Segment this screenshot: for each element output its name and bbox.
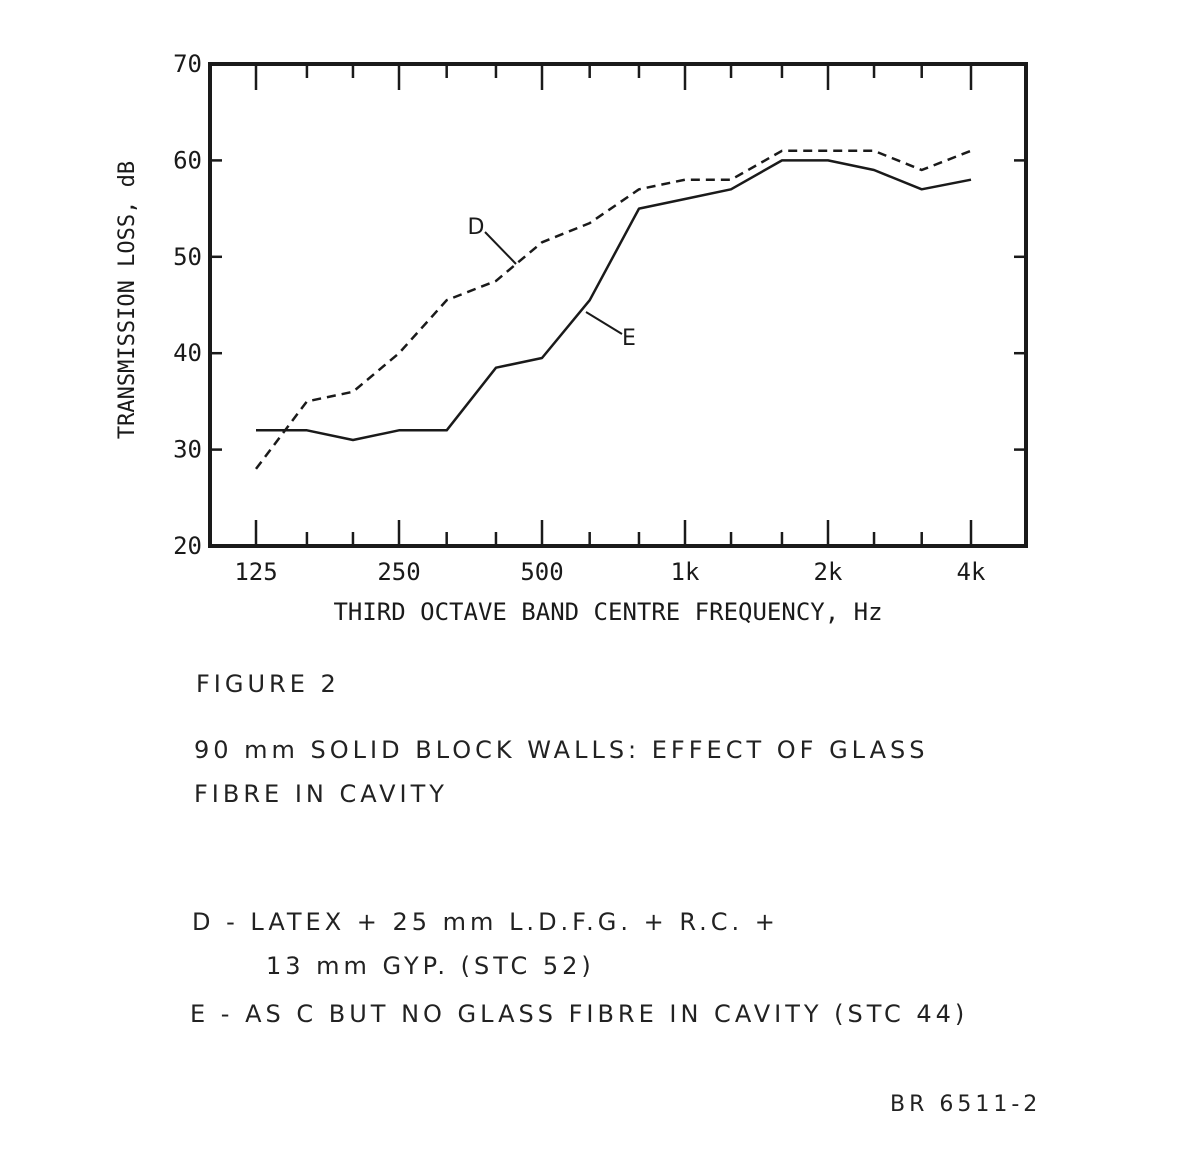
x-tick-label: 125 <box>234 558 278 586</box>
legend-d-line-2: 13 mm GYP. (STC 52) <box>266 952 595 980</box>
figure-label: FIGURE 2 <box>196 670 340 698</box>
figure-title-line-1: 90 mm SOLID BLOCK WALLS: EFFECT OF GLASS <box>194 736 929 764</box>
plot-frame <box>210 64 1026 546</box>
x-tick-label: 500 <box>520 558 564 586</box>
y-tick-label: 50 <box>173 242 202 271</box>
y-tick-label: 40 <box>173 339 202 368</box>
legend-e: E - AS C BUT NO GLASS FIBRE IN CAVITY (STC 44) <box>190 1000 969 1028</box>
series-label-leader-e <box>586 312 622 334</box>
x-tick-label: 4k <box>956 558 986 586</box>
y-tick-label: 60 <box>173 146 202 175</box>
series-label-d: D <box>467 215 485 240</box>
series-line-d <box>256 151 971 469</box>
legend-d-line-1: D - LATEX + 25 mm L.D.F.G. + R.C. + <box>192 908 779 936</box>
series-inline-labels <box>468 215 636 351</box>
x-tick-label: 1k <box>670 558 700 586</box>
y-tick-label: 20 <box>173 532 202 560</box>
y-axis-label: TRANSMISSION LOSS, dB <box>115 160 140 440</box>
series-lines <box>256 151 971 469</box>
series-label-leader-d <box>485 232 516 264</box>
x-tick-label: 2k <box>813 558 843 586</box>
figure-title-line-2: FIBRE IN CAVITY <box>194 780 448 808</box>
x-axis-ticks <box>234 64 986 586</box>
y-tick-label: 70 <box>173 50 202 78</box>
series-line-e <box>256 160 971 440</box>
series-label-e: E <box>622 326 636 351</box>
y-tick-label: 30 <box>173 435 202 464</box>
x-tick-label: 250 <box>377 558 421 586</box>
document-reference: BR 6511-2 <box>890 1092 1042 1117</box>
x-axis-label: THIRD OCTAVE BAND CENTRE FREQUENCY, Hz <box>333 598 883 626</box>
y-axis-ticks <box>173 50 1026 560</box>
